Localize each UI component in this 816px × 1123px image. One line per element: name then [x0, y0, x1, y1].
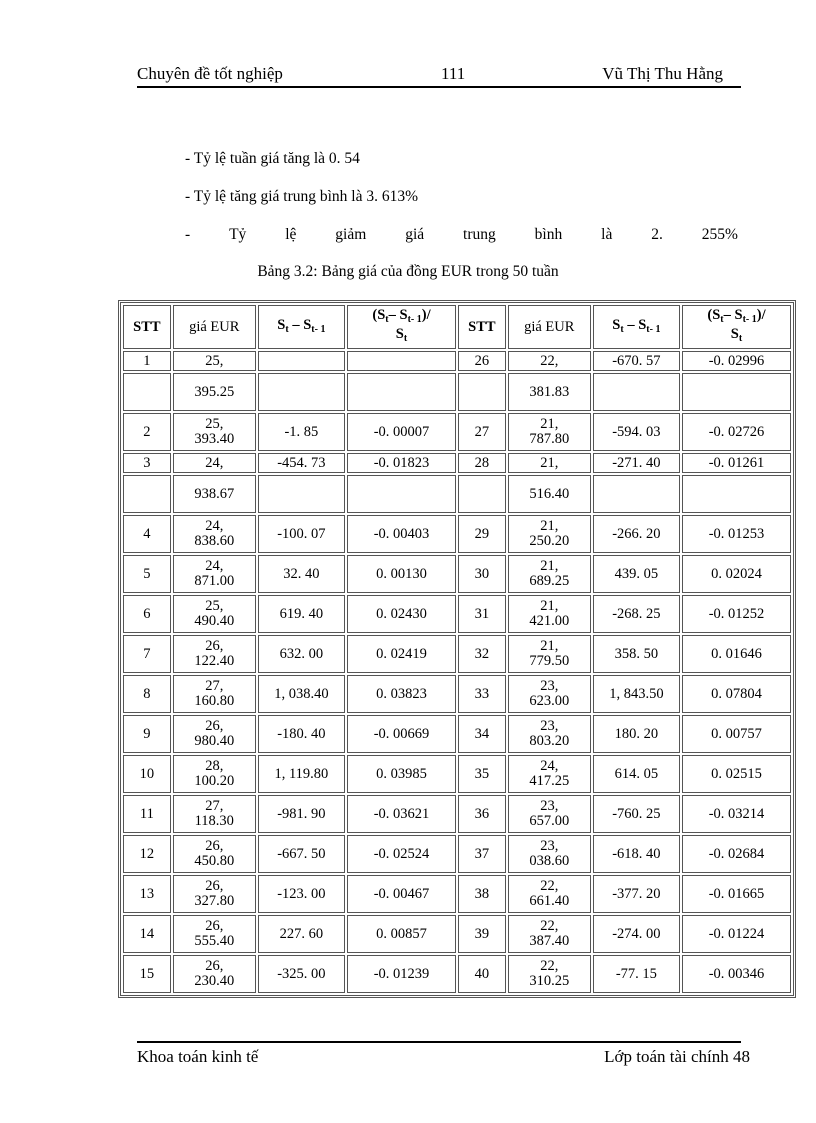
- eur-price-table: [118, 300, 796, 998]
- bullet-1: - Tỷ lệ tuần giá tăng là 0. 54: [185, 150, 360, 167]
- cell-ratio: -0. 01665: [682, 875, 791, 913]
- cell-gia-eur: 24, 871.00: [173, 555, 256, 593]
- cell-ratio: [347, 351, 456, 371]
- table-row: [123, 795, 791, 833]
- bullet-3-word: 255%: [701, 226, 738, 243]
- cell-gia-eur: 21,: [508, 453, 591, 473]
- cell-stt: 33: [458, 675, 506, 713]
- cell-gia-eur: 22,: [508, 351, 591, 371]
- cell-gia-eur: 24, 838.60: [173, 515, 256, 553]
- cell-diff: -77. 15: [593, 955, 680, 993]
- cell-diff: 1, 843.50: [593, 675, 680, 713]
- cell-gia-eur: 22, 661.40: [508, 875, 591, 913]
- cell-stt: 36: [458, 795, 506, 833]
- cell-gia-eur: 23, 038.60: [508, 835, 591, 873]
- cell-diff: -618. 40: [593, 835, 680, 873]
- cell-ratio: 0. 02024: [682, 555, 791, 593]
- cell-stt: 30: [458, 555, 506, 593]
- cell-diff: -377. 20: [593, 875, 680, 913]
- cell-diff: 1, 038.40: [258, 675, 345, 713]
- table-row: [123, 351, 791, 371]
- cell-ratio: 0. 02430: [347, 595, 456, 633]
- cell-diff: -667. 50: [258, 835, 345, 873]
- table-row: [123, 595, 791, 633]
- cell-ratio: 0. 07804: [682, 675, 791, 713]
- cell-diff: 180. 20: [593, 715, 680, 753]
- cell-gia-eur: 25, 393.40: [173, 413, 256, 451]
- col-header-ratio-2: ($S_t-$ $S_{t- 1})/$ $S_t$: [682, 305, 791, 349]
- cell-diff: [258, 475, 345, 513]
- cell-ratio: -0. 02684: [682, 835, 791, 873]
- cell-ratio: 0. 01646: [682, 635, 791, 673]
- cell-diff: -760. 25: [593, 795, 680, 833]
- cell-ratio: [347, 373, 456, 411]
- col-header-diff-2: $S_t - S_{t- 1}$: [593, 305, 680, 349]
- cell-diff: -271. 40: [593, 453, 680, 473]
- header-left: Chuyên đề tốt nghiệp: [137, 64, 283, 83]
- cell-ratio: 0. 03985: [347, 755, 456, 793]
- cell-diff: 614. 05: [593, 755, 680, 793]
- bullet-3-word: -: [185, 226, 191, 243]
- bullet-3-word: 2.: [651, 226, 663, 243]
- cell-ratio: [682, 475, 791, 513]
- col-header-gia-eur: giá EUR: [173, 305, 256, 349]
- col-header-ratio: ($S_t-$ $S_{t- 1})/$ $S_t$: [347, 305, 456, 349]
- table-row: [123, 515, 791, 553]
- cell-gia-eur: 21, 250.20: [508, 515, 591, 553]
- cell-gia-eur: 24,: [173, 453, 256, 473]
- cell-gia-eur: 26, 230.40: [173, 955, 256, 993]
- cell-gia-eur: 26, 450.80: [173, 835, 256, 873]
- cell-diff: -1. 85: [258, 413, 345, 451]
- cell-ratio: -0. 02996: [682, 351, 791, 371]
- cell-stt: 15: [123, 955, 171, 993]
- cell-ratio: -0. 01239: [347, 955, 456, 993]
- cell-diff: -123. 00: [258, 875, 345, 913]
- cell-diff: 619. 40: [258, 595, 345, 633]
- cell-ratio: 0. 00757: [682, 715, 791, 753]
- cell-stt: [458, 373, 506, 411]
- bullet-3-word: giảm: [335, 226, 367, 243]
- cell-ratio: -0. 03214: [682, 795, 791, 833]
- cell-gia-eur: 25,: [173, 351, 256, 371]
- cell-stt: 6: [123, 595, 171, 633]
- cell-diff: 632. 00: [258, 635, 345, 673]
- cell-ratio: -0. 00467: [347, 875, 456, 913]
- cell-stt: 31: [458, 595, 506, 633]
- bullet-3-word: là: [601, 226, 613, 243]
- footer-left: Khoa toán kinh tế: [137, 1047, 259, 1066]
- cell-diff: -100. 07: [258, 515, 345, 553]
- cell-diff: -454. 73: [258, 453, 345, 473]
- bullet-2: - Tỷ lệ tăng giá trung bình là 3. 613%: [185, 188, 419, 205]
- cell-gia-eur: 27, 160.80: [173, 675, 256, 713]
- cell-stt: 35: [458, 755, 506, 793]
- cell-stt: 5: [123, 555, 171, 593]
- cell-gia-eur: 23, 657.00: [508, 795, 591, 833]
- table-row: [123, 875, 791, 913]
- cell-ratio: -0. 00403: [347, 515, 456, 553]
- cell-stt: 2: [123, 413, 171, 451]
- cell-diff: 32. 40: [258, 555, 345, 593]
- cell-ratio: [347, 475, 456, 513]
- cell-gia-eur: 21, 779.50: [508, 635, 591, 673]
- cell-ratio: 0. 00130: [347, 555, 456, 593]
- col-header-gia-eur-2: giá EUR: [508, 305, 591, 349]
- page-footer: [137, 1041, 750, 1066]
- table-row: [123, 413, 791, 451]
- bullet-3-word: bình: [534, 226, 563, 243]
- cell-diff: -180. 40: [258, 715, 345, 753]
- table-row: [123, 475, 791, 513]
- cell-gia-eur: 22, 310.25: [508, 955, 591, 993]
- cell-diff: [593, 373, 680, 411]
- cell-gia-eur: 26, 122.40: [173, 635, 256, 673]
- cell-gia-eur: 25, 490.40: [173, 595, 256, 633]
- cell-stt: 11: [123, 795, 171, 833]
- header-author: Vũ Thị Thu Hằng: [602, 64, 723, 83]
- cell-stt: 4: [123, 515, 171, 553]
- cell-diff: -670. 57: [593, 351, 680, 371]
- bullet-3-word: giá: [405, 226, 425, 243]
- cell-gia-eur: 26, 555.40: [173, 915, 256, 953]
- cell-stt: 38: [458, 875, 506, 913]
- cell-ratio: 0. 02515: [682, 755, 791, 793]
- table-row: [123, 835, 791, 873]
- cell-diff: -266. 20: [593, 515, 680, 553]
- cell-gia-eur: 24, 417.25: [508, 755, 591, 793]
- col-header-stt-2: STT: [458, 305, 506, 349]
- cell-stt: [123, 475, 171, 513]
- cell-ratio: -0. 01224: [682, 915, 791, 953]
- cell-diff: [258, 373, 345, 411]
- table-row: [123, 915, 791, 953]
- cell-stt: 13: [123, 875, 171, 913]
- cell-gia-eur: 28, 100.20: [173, 755, 256, 793]
- cell-diff: 227. 60: [258, 915, 345, 953]
- cell-ratio: -0. 03621: [347, 795, 456, 833]
- cell-stt: 9: [123, 715, 171, 753]
- table-row: [123, 675, 791, 713]
- cell-diff: -268. 25: [593, 595, 680, 633]
- cell-gia-eur: 22, 387.40: [508, 915, 591, 953]
- cell-gia-eur: 23, 623.00: [508, 675, 591, 713]
- cell-stt: 40: [458, 955, 506, 993]
- cell-gia-eur: 23, 803.20: [508, 715, 591, 753]
- table-row: [123, 555, 791, 593]
- table-row: [123, 755, 791, 793]
- cell-stt: 8: [123, 675, 171, 713]
- cell-stt: 29: [458, 515, 506, 553]
- cell-stt: [458, 475, 506, 513]
- cell-stt: 28: [458, 453, 506, 473]
- cell-stt: [123, 373, 171, 411]
- table-row: [123, 373, 791, 411]
- cell-gia-eur: 26, 327.80: [173, 875, 256, 913]
- cell-gia-eur: 21, 421.00: [508, 595, 591, 633]
- cell-gia-eur: 21, 787.80: [508, 413, 591, 451]
- table-caption: Bảng 3.2: Bảng giá của đồng EUR trong 50 tuần: [257, 263, 559, 280]
- cell-ratio: 0. 00857: [347, 915, 456, 953]
- bullet-3-word: trung: [463, 226, 496, 243]
- cell-ratio: -0. 00669: [347, 715, 456, 753]
- cell-diff: -594. 03: [593, 413, 680, 451]
- cell-gia-eur: 395.25: [173, 373, 256, 411]
- cell-ratio: -0. 01253: [682, 515, 791, 553]
- cell-ratio: 0. 03823: [347, 675, 456, 713]
- cell-gia-eur: 21, 689.25: [508, 555, 591, 593]
- cell-diff: -325. 00: [258, 955, 345, 993]
- cell-diff: -981. 90: [258, 795, 345, 833]
- page-number: 111: [441, 64, 466, 83]
- bullet-3-word: lệ: [285, 226, 297, 243]
- cell-ratio: -0. 01252: [682, 595, 791, 633]
- cell-diff: 1, 119.80: [258, 755, 345, 793]
- cell-ratio: 0. 02419: [347, 635, 456, 673]
- page-header: [137, 62, 741, 88]
- bullet-3: [185, 226, 738, 244]
- cell-stt: 27: [458, 413, 506, 451]
- col-header-diff: $S_t - S_{t- 1}$: [258, 305, 345, 349]
- cell-diff: [593, 475, 680, 513]
- table-body: [123, 351, 791, 993]
- cell-gia-eur: 516.40: [508, 475, 591, 513]
- cell-stt: 26: [458, 351, 506, 371]
- cell-stt: 32: [458, 635, 506, 673]
- table-row: [123, 635, 791, 673]
- cell-stt: 3: [123, 453, 171, 473]
- cell-ratio: -0. 01261: [682, 453, 791, 473]
- cell-stt: 1: [123, 351, 171, 371]
- cell-diff: 439. 05: [593, 555, 680, 593]
- cell-gia-eur: 27, 118.30: [173, 795, 256, 833]
- cell-diff: -274. 00: [593, 915, 680, 953]
- cell-stt: 7: [123, 635, 171, 673]
- cell-ratio: -0. 00007: [347, 413, 456, 451]
- cell-stt: 39: [458, 915, 506, 953]
- cell-ratio: -0. 01823: [347, 453, 456, 473]
- cell-ratio: -0. 02524: [347, 835, 456, 873]
- cell-ratio: -0. 02726: [682, 413, 791, 451]
- cell-stt: 34: [458, 715, 506, 753]
- table-row: [123, 715, 791, 753]
- cell-diff: 358. 50: [593, 635, 680, 673]
- cell-ratio: -0. 00346: [682, 955, 791, 993]
- cell-gia-eur: 26, 980.40: [173, 715, 256, 753]
- cell-gia-eur: 938.67: [173, 475, 256, 513]
- col-header-stt: STT: [123, 305, 171, 349]
- cell-gia-eur: 381.83: [508, 373, 591, 411]
- table-row: [123, 955, 791, 993]
- cell-diff: [258, 351, 345, 371]
- cell-stt: 37: [458, 835, 506, 873]
- cell-stt: 12: [123, 835, 171, 873]
- table-header-row: [123, 305, 791, 349]
- bullet-3-word: Tỷ: [229, 226, 247, 243]
- table-row: [123, 453, 791, 473]
- footer-right: Lớp toán tài chính 48: [604, 1047, 750, 1066]
- cell-stt: 14: [123, 915, 171, 953]
- cell-ratio: [682, 373, 791, 411]
- cell-stt: 10: [123, 755, 171, 793]
